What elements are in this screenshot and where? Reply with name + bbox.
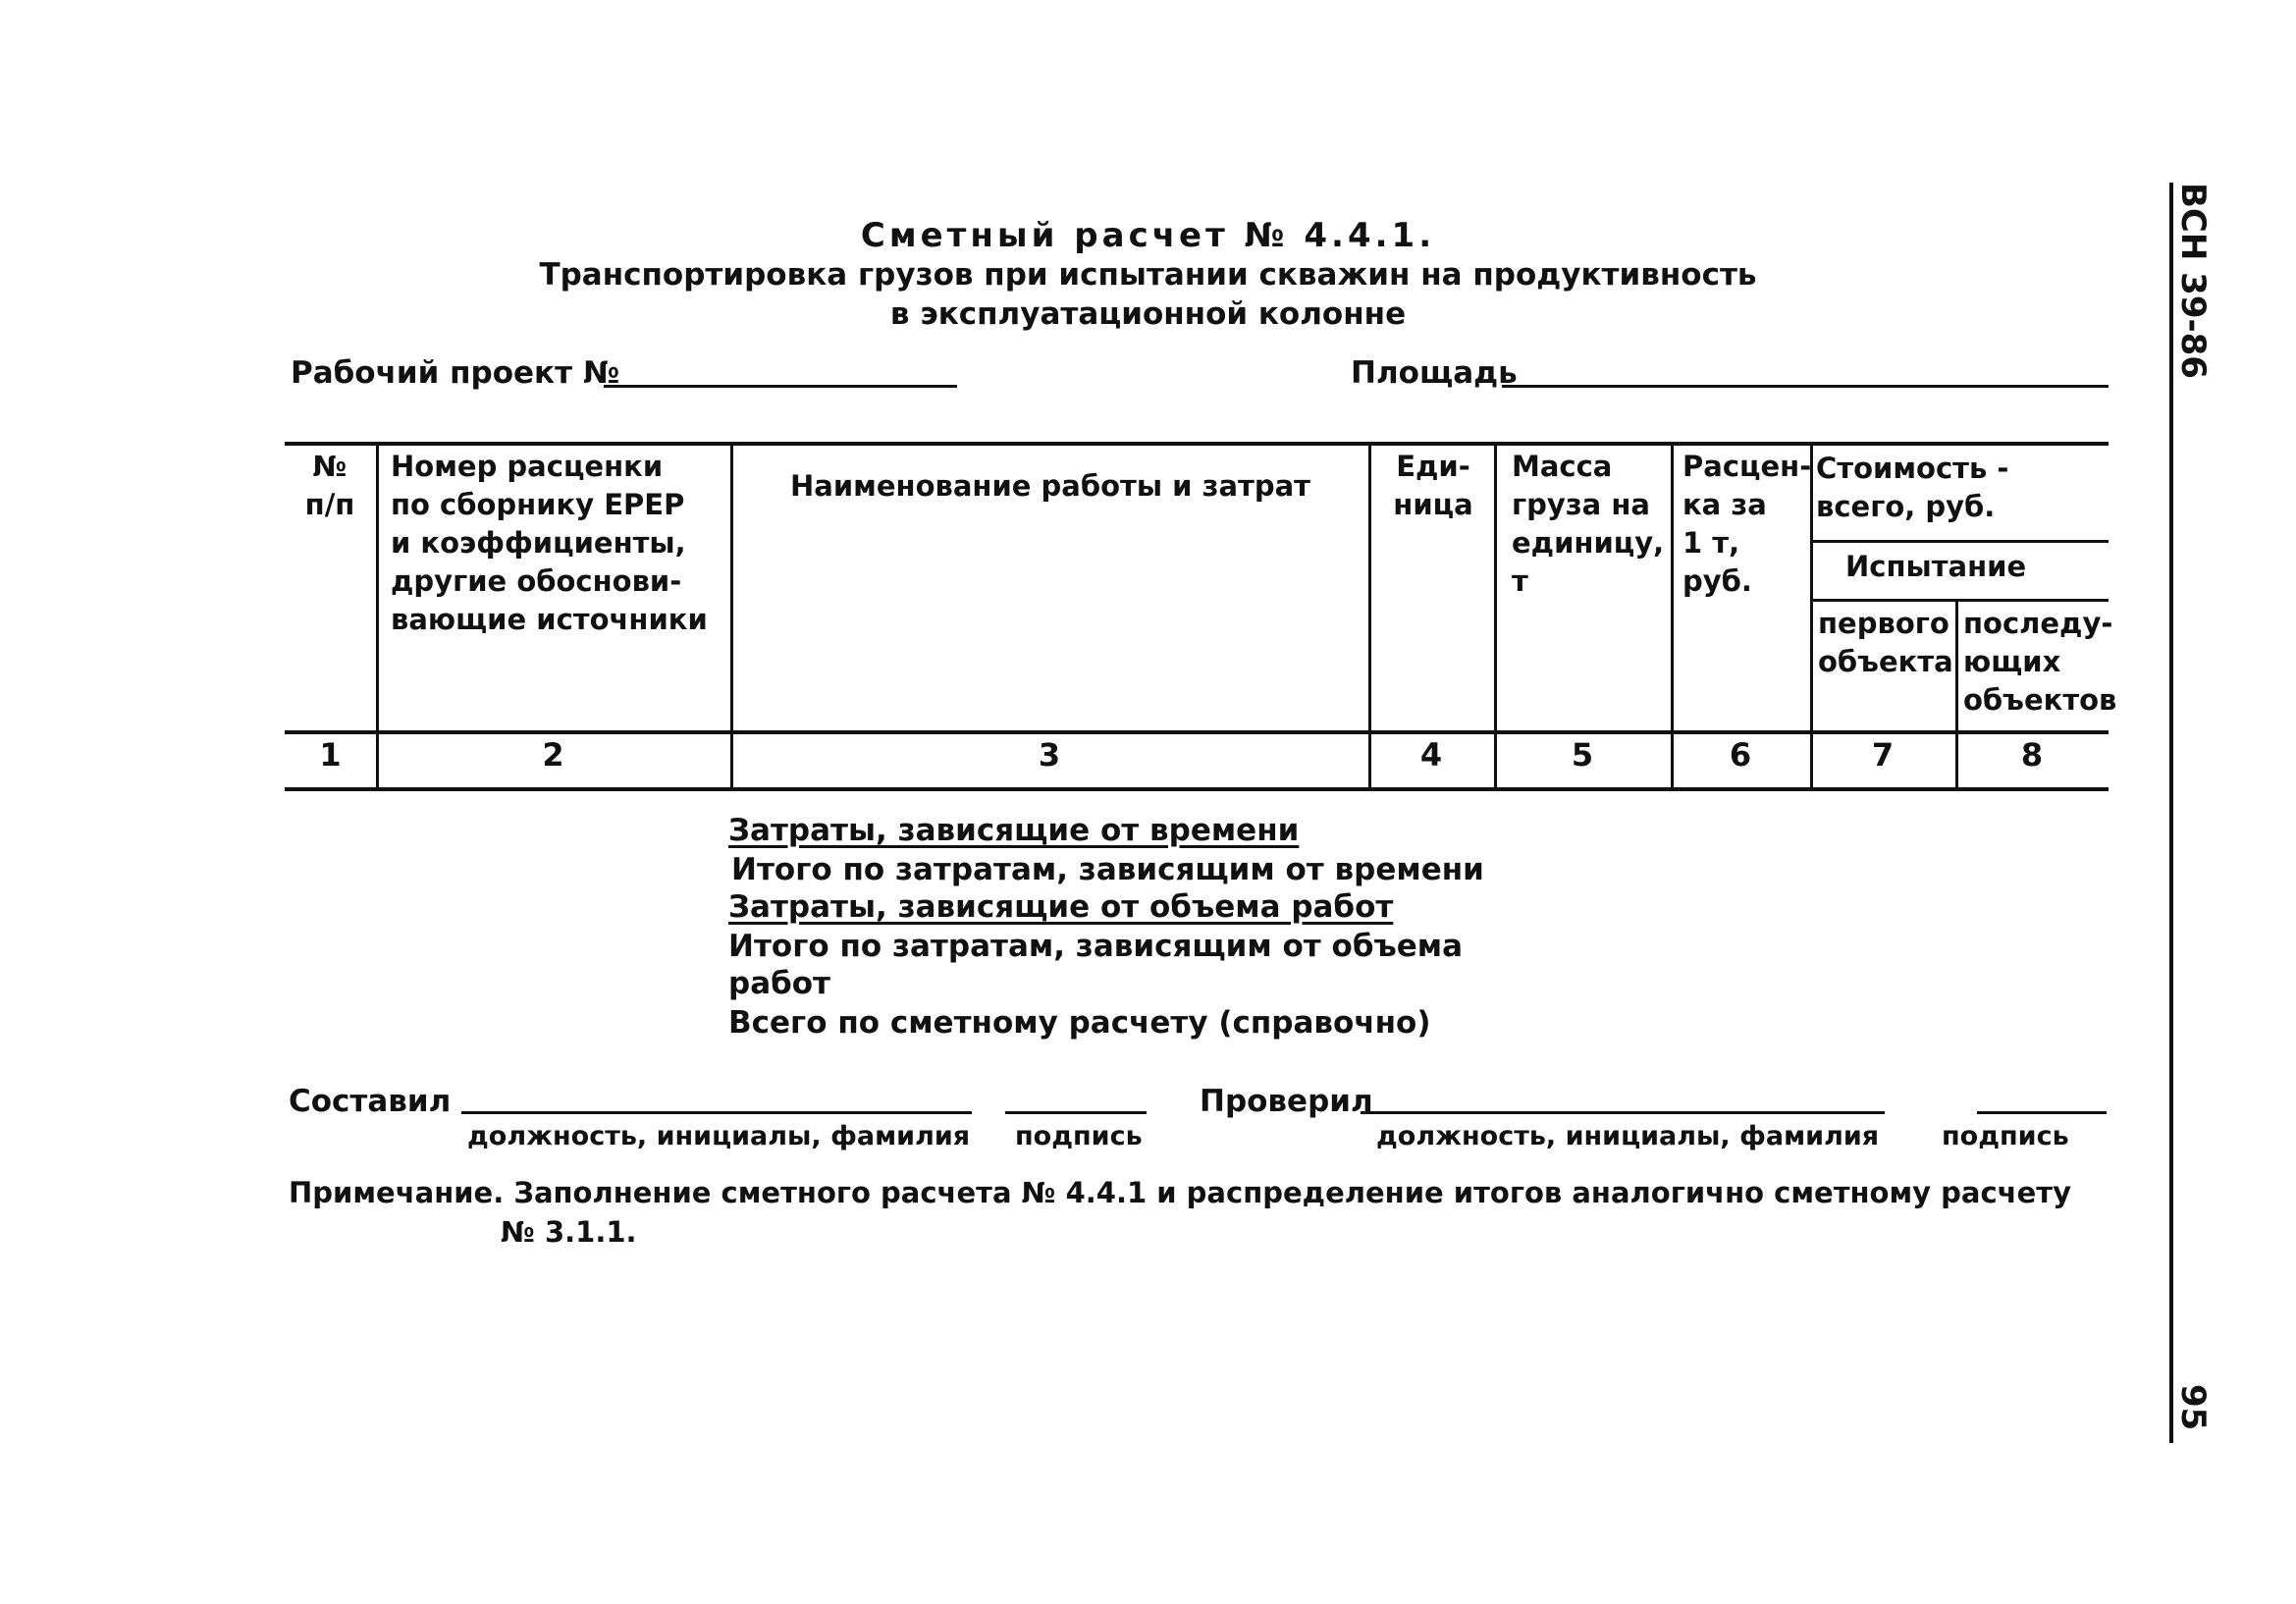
column-number: 8 (2020, 736, 2044, 774)
header-col1-line: п/п (304, 488, 355, 521)
header-col8 (1963, 605, 2117, 720)
checked-by-position-line[interactable] (1361, 1111, 1885, 1114)
header-col8-line: последу- (1963, 607, 2113, 640)
header-col2-line: другие обоснови- (391, 564, 682, 598)
header-col1 (291, 448, 369, 524)
header-col2 (391, 448, 724, 639)
header-col8-line: ющих (1963, 645, 2061, 678)
header-col6-line: ка за (1682, 488, 1767, 521)
header-col8-line: объектов (1963, 683, 2117, 717)
table-subheader-line (1810, 540, 2109, 543)
header-col5-line: т (1512, 564, 1528, 598)
table-header-bottom-border (285, 730, 2109, 734)
header-col78-group (1816, 450, 2107, 526)
document-subtitle-line2: в эксплуатационной колонне (889, 296, 1407, 332)
header-col6-line: Расцен- (1682, 450, 1812, 483)
area-input-line[interactable] (1502, 385, 2109, 388)
section-heading-volume-costs: Затраты, зависящие от объема работ (728, 889, 1394, 925)
document-title: Сметный расчет № 4.4.1. (860, 216, 1436, 255)
compiled-signature-caption: подпись (1015, 1121, 1143, 1151)
header-col4-line: ница (1393, 488, 1473, 521)
document-subtitle-line1: Транспортировка грузов при испытании скважин на продуктивность (539, 257, 1757, 293)
header-col5 (1512, 448, 1669, 601)
header-col6-line: 1 т, (1682, 526, 1740, 560)
column-number: 1 (319, 736, 342, 774)
note-line2: № 3.1.1. (501, 1215, 637, 1249)
document-code: ВСН 39-86 (2173, 183, 2213, 379)
subtotal-volume-costs-cont: работ (728, 966, 831, 1001)
header-col78-sub: Испытание (1845, 550, 2027, 583)
table-top-border (285, 442, 2109, 446)
checked-by-signature-line[interactable] (1977, 1111, 2107, 1114)
header-col5-line: единицу, (1512, 526, 1665, 560)
column-number: 5 (1571, 736, 1594, 774)
header-col78-group-line: Стоимость - (1816, 452, 2009, 485)
table-bottom-border (285, 787, 2109, 791)
header-col2-line: вающие источники (391, 603, 708, 636)
header-col2-line: и коэффициенты, (391, 526, 686, 560)
column-number: 6 (1729, 736, 1752, 774)
header-col2-line: Номер расценки (391, 450, 664, 483)
header-col5-line: груза на (1512, 488, 1650, 521)
header-col2-line: по сборнику ЕРЕР (391, 488, 685, 521)
column-number: 4 (1419, 736, 1443, 774)
compiled-by-signature-line[interactable] (1005, 1111, 1147, 1114)
checked-signature-caption: подпись (1942, 1121, 2069, 1151)
table-subheader-line (1810, 599, 2109, 602)
header-col4-line: Еди- (1396, 450, 1470, 483)
project-input-line[interactable] (604, 385, 957, 388)
compiled-position-caption: должность, инициалы, фамилия (467, 1121, 971, 1151)
header-col7 (1818, 605, 1955, 681)
subtotal-time-costs: Итого по затратам, зависящим от времени (731, 852, 1484, 887)
header-col7-line: объекта (1818, 645, 1953, 678)
subtotal-volume-costs: Итого по затратам, зависящим от объема (728, 929, 1464, 964)
section-heading-time-costs: Затраты, зависящие от времени (728, 813, 1300, 848)
column-number: 3 (1038, 736, 1061, 774)
note-line1: Примечание. Заполнение сметного расчета № 4.4.1 и распределение итогов аналогично сметному расчету (289, 1176, 2071, 1209)
header-col3: Наименование работы и затрат (790, 469, 1310, 503)
area-label: Площадь (1351, 355, 1518, 391)
header-col1-line: № (312, 450, 347, 483)
grand-total: Всего по сметному расчету (справочно) (728, 1005, 1431, 1041)
page-number: 95 (2173, 1384, 2213, 1431)
compiled-by-label: Составил (289, 1084, 452, 1119)
column-number: 7 (1871, 736, 1895, 774)
header-col6 (1682, 448, 1810, 601)
header-col78-group-line: всего, руб. (1816, 490, 1996, 523)
header-col5-line: Масса (1512, 450, 1613, 483)
header-col7-line: первого (1818, 607, 1949, 640)
column-number: 2 (542, 736, 564, 774)
header-col6-line: руб. (1682, 564, 1752, 598)
compiled-by-position-line[interactable] (461, 1111, 972, 1114)
project-label: Рабочий проект № (291, 355, 620, 391)
header-col4 (1374, 448, 1492, 524)
checked-position-caption: должность, инициалы, фамилия (1376, 1121, 1880, 1151)
checked-by-label: Проверил (1200, 1084, 1373, 1119)
